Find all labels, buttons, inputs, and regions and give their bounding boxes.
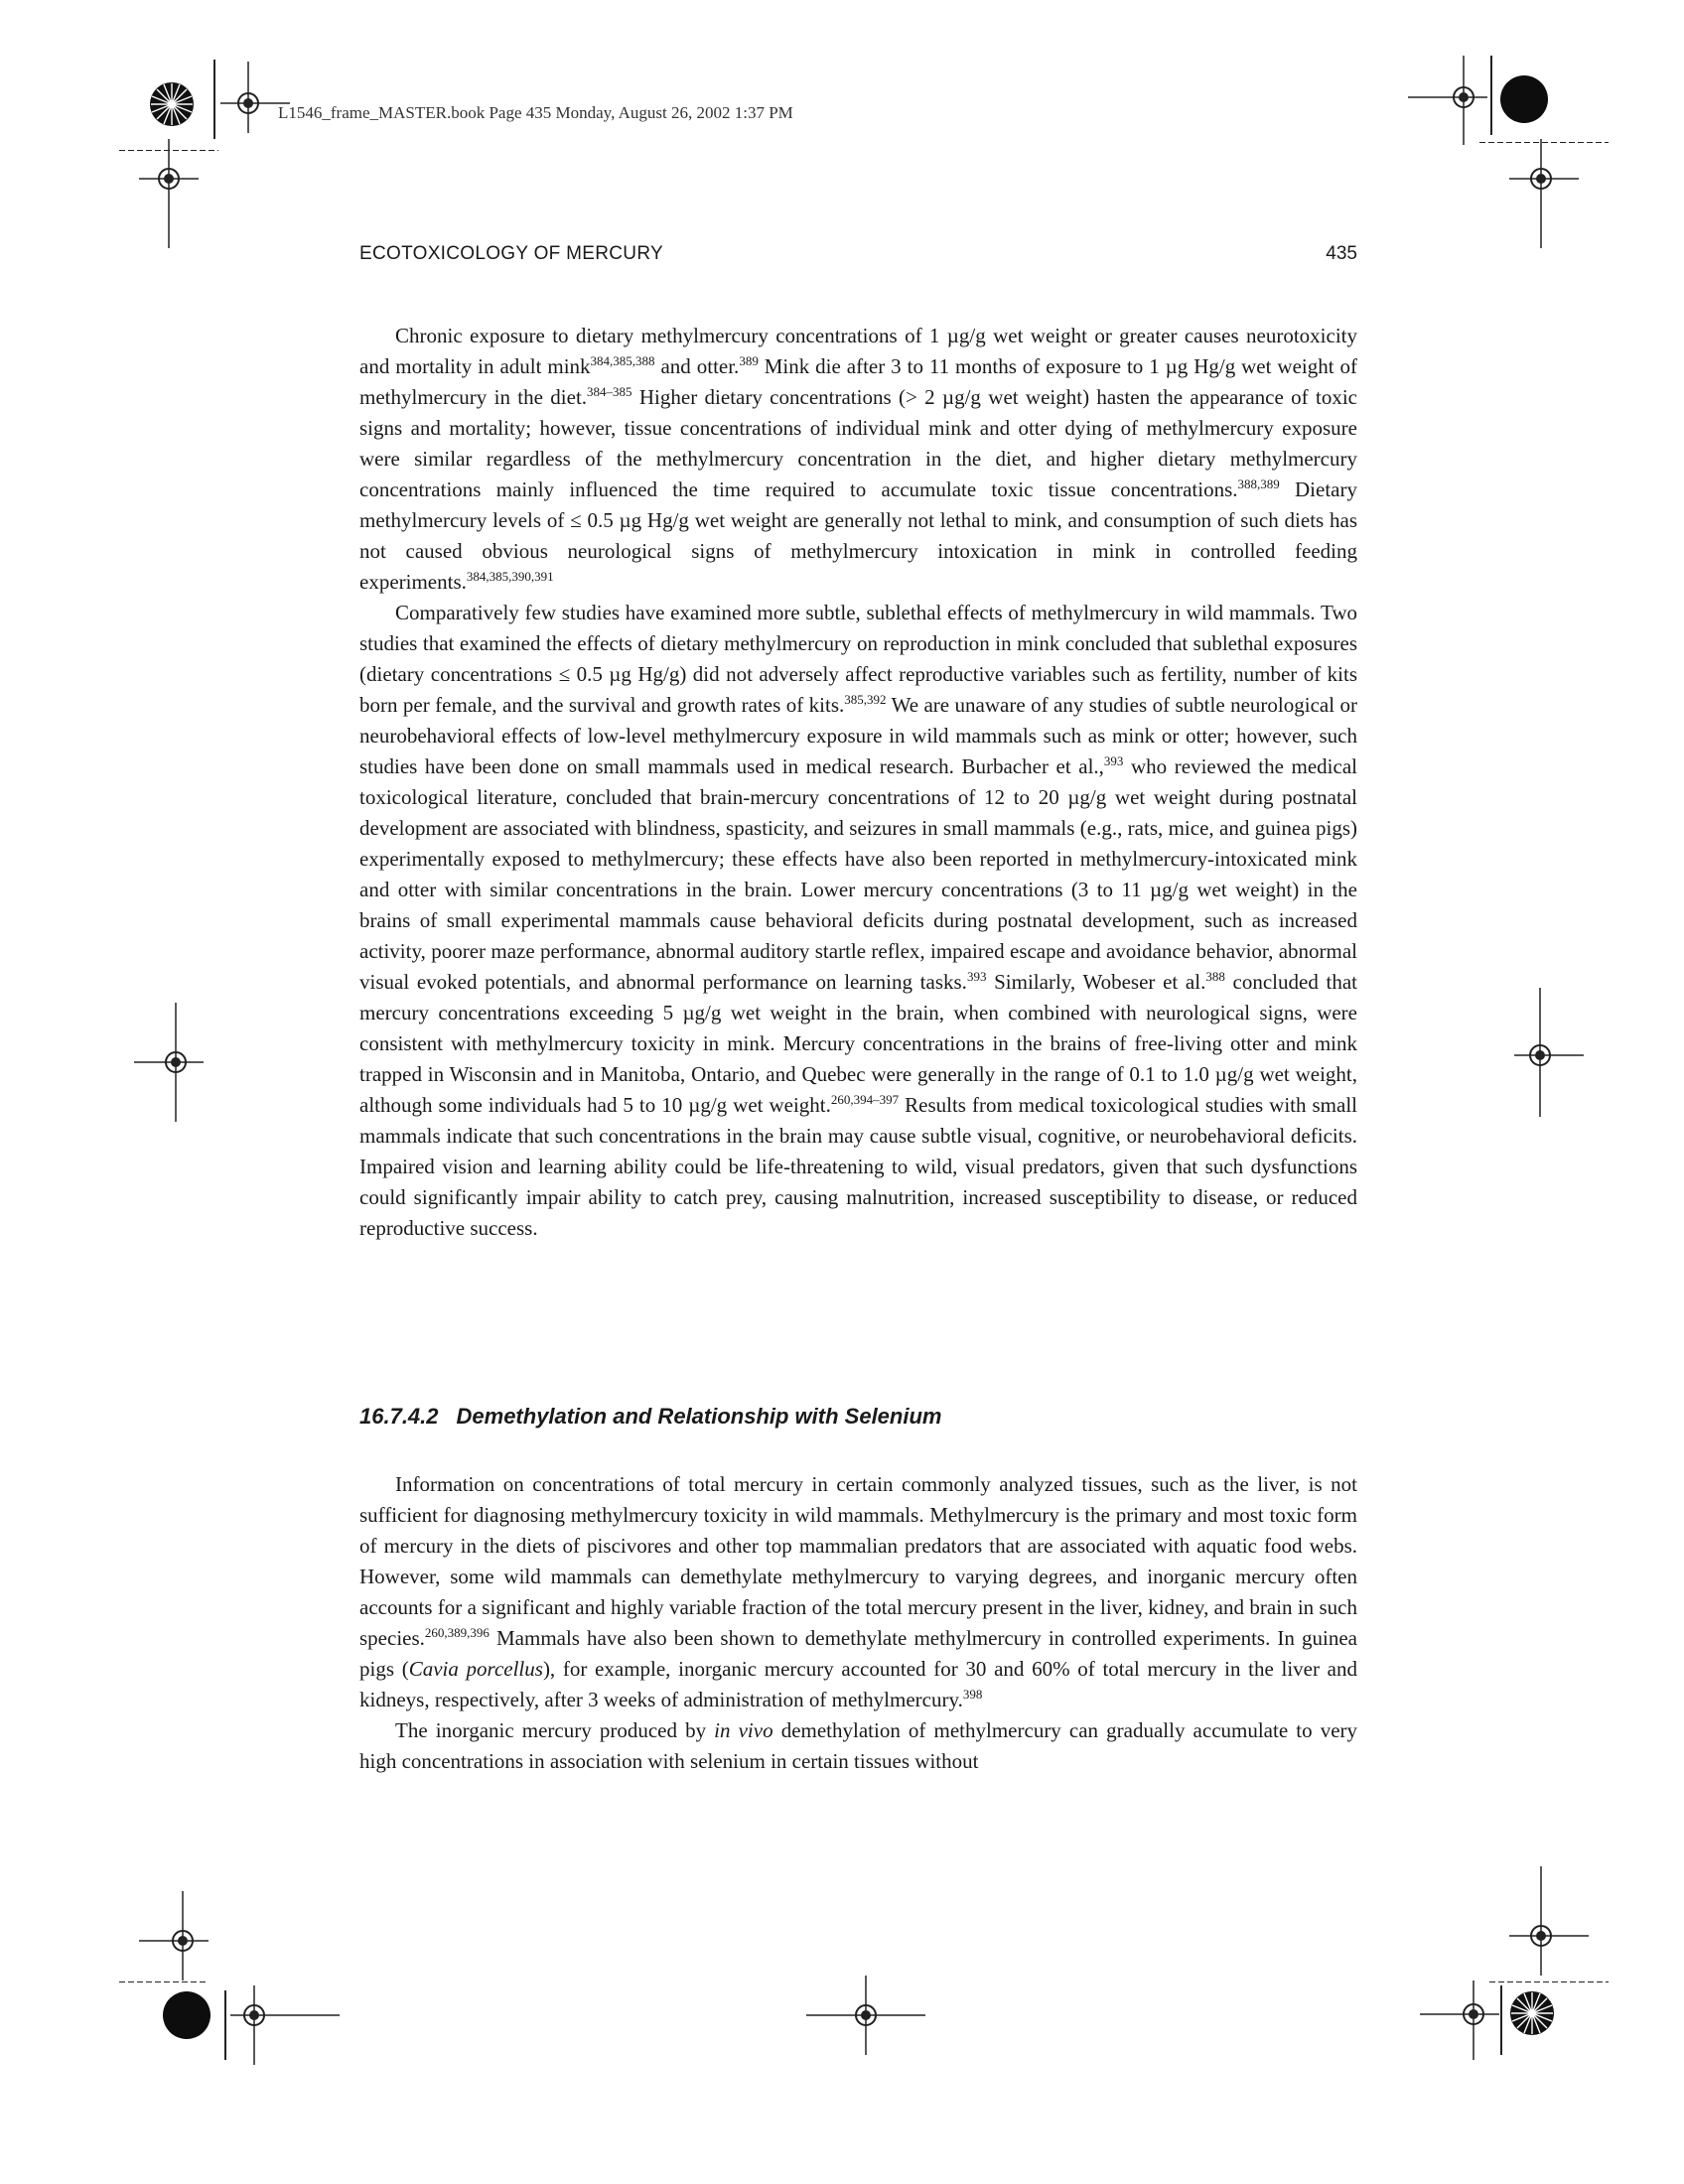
running-title: ECOTOXICOLOGY OF MERCURY	[359, 243, 663, 264]
citation-ref: 393	[966, 969, 987, 984]
registration-crosshair-icon	[806, 1976, 925, 2055]
registration-crosshair-icon	[230, 1985, 340, 2065]
text-run: who reviewed the medical toxicological literature, concluded that brain-mercury concentrations of 12 to 20 µg/g wet weight during postnatal development are associated with blindness, spasticity, and seizures in small mammals (e.g., rats, mice, and guinea pigs) experimentally exposed to methylmercury; these effects have also been reported in methylmercury-intoxicated mink and otter with similar concentrations in the brain. Lower mercury concentrations (3 to 11 µg/g wet weight) in the brains of small experimental mammals cause behavioral deficits during postnatal development, such as increased activity, poorer maze performance, abnormal auditory startle reflex, impaired escape and avoidance behavior, abnormal visual evoked potentials, and abnormal performance on learning tasks.	[359, 754, 1357, 994]
crop-line-icon	[1499, 1985, 1503, 2055]
paragraph	[359, 1469, 1357, 1715]
registration-starburst-icon	[149, 81, 195, 127]
section-title: Demethylation and Relationship with Selenium	[456, 1404, 942, 1429]
text-run: Similarly, Wobeser et al.	[986, 970, 1206, 994]
text-run: Information on concentrations of total mercury in certain commonly analyzed tissues, such as the liver, is not sufficient for diagnosing methylmercury toxicity in wild mammals. Methylmercury is the primary and most toxic form of mercury in the diets of piscivores and other top mammalian predators that are associated with aquatic food webs. However, some wild mammals can demethylate methylmercury to varying degrees, and inorganic mercury often accounts for a significant and highly variable fraction of the total mercury present in the liver, kidney, and brain in such species.	[359, 1472, 1357, 1650]
running-head	[359, 243, 1357, 273]
text-run: Higher dietary concentrations (> 2 µg/g wet weight) hasten the appearance of toxic signs and mortality; however, tissue concentrations of individual mink and otter dying of methylmercury exposure were similar regardless of the methylmercury concentration in the diet, and higher dietary methylmercury concentrations mainly influenced the time required to accumulate toxic tissue concentrations.	[359, 385, 1357, 501]
text-run: Comparatively few studies have examined more subtle, sublethal effects of methylmercury in wild mammals. Two studies that examined the effects of dietary methylmercury on reproduction in mink concluded that sublethal exposures (dietary concentrations ≤ 0.5 µg Hg/g) did not adversely affect reproductive variables such as fertility, number of kits born per female, and the survival and growth rates of kits.	[359, 601, 1357, 717]
text-run: and otter.	[654, 354, 740, 378]
body-text-block	[359, 321, 1357, 1244]
registration-dot-icon	[162, 1990, 211, 2040]
text-run: ), for example, inorganic mercury accounted for 30 and 60% of total mercury in the liver and kidneys, respectively, after 3 weeks of administration of methylmercury.	[359, 1657, 1357, 1711]
registration-crosshair-icon	[220, 62, 290, 133]
paragraph	[359, 1715, 1357, 1777]
crop-line-icon	[223, 1990, 227, 2060]
crop-dash-icon	[119, 1980, 209, 1983]
registration-crosshair-icon	[1509, 1866, 1589, 1976]
registration-crosshair-icon	[1408, 56, 1487, 145]
registration-starburst-icon	[1509, 1990, 1555, 2036]
citation-ref: 260,389,396	[424, 1625, 490, 1640]
registration-crosshair-icon	[1514, 988, 1584, 1117]
citation-ref: 385,392	[844, 692, 887, 707]
text-run: Mammals have also been shown to demethylate methylmercury in controlled experiments. In guinea pigs (	[359, 1626, 1357, 1681]
text-run: The inorganic mercury produced by	[395, 1718, 715, 1742]
citation-ref: 393	[1103, 753, 1124, 768]
crop-line-icon	[212, 60, 216, 139]
page-number: 435	[1326, 243, 1357, 264]
species-name: Cavia porcellus	[408, 1657, 543, 1681]
section-number: 16.7.4.2	[359, 1404, 439, 1429]
section-heading	[359, 1404, 1357, 1430]
paragraph	[359, 321, 1357, 598]
citation-ref: 260,394–397	[830, 1092, 900, 1107]
text-run: Dietary methylmercury levels of ≤ 0.5 µg Hg/g wet weight are generally not lethal to mink, and consumption of such diets has not caused obvious neurological signs of methylmercury intoxication in mink in controlled feeding experiments.	[359, 478, 1357, 594]
crop-line-icon	[1489, 56, 1493, 135]
text-run: concluded that mercury concentrations exceeding 5 µg/g wet weight in the brain, when combined with neurological signs, were consistent with methylmercury toxicity in mink. Mercury concentrations in the brains of free-living otter and mink trapped in Wisconsin and in Manitoba, Ontario, and Quebec were generally in the range of 0.1 to 1.0 µg/g wet weight, although some individuals had 5 to 10 µg/g wet weight.	[359, 970, 1357, 1117]
registration-crosshair-icon	[1420, 1980, 1499, 2060]
crop-dash-icon	[1489, 1980, 1609, 1983]
citation-ref: 384–385	[587, 384, 632, 399]
text-run: demethylation of methylmercury can gradually accumulate to very high concentrations in association with selenium in certain tissues without	[359, 1718, 1358, 1773]
registration-crosshair-icon	[134, 1003, 204, 1122]
registration-crosshair-icon	[139, 139, 199, 248]
text-run: Chronic exposure to dietary methylmercury concentrations of 1 µg/g wet weight or greater causes neurotoxicity and mortality in adult mink	[359, 324, 1357, 378]
body-text-block	[359, 1469, 1357, 1777]
citation-ref: 384,385,390,391	[466, 569, 554, 584]
paragraph	[359, 598, 1357, 1244]
text-run: Mink die after 3 to 11 months of exposure to 1 µg Hg/g wet weight of methylmercury in the diet.	[359, 354, 1357, 409]
text-run: We are unaware of any studies of subtle neurological or neurobehavioral effects of low-level methylmercury exposure in wild mammals such as mink or otter; however, such studies have been done on small mammals used in medical research. Burbacher et al.,	[359, 693, 1358, 778]
printer-slug: L1546_frame_MASTER.book Page 435 Monday, August 26, 2002 1:37 PM	[278, 103, 793, 122]
registration-crosshair-icon	[139, 1891, 209, 1980]
registration-crosshair-icon	[1509, 139, 1579, 248]
crop-dash-icon	[119, 149, 218, 152]
citation-ref: 398	[962, 1687, 983, 1702]
registration-dot-icon	[1499, 74, 1549, 124]
citation-ref: 388,389	[1237, 477, 1280, 491]
text-run: Results from medical toxicological studies with small mammals indicate that such concentrations in the brain may cause subtle visual, cognitive, or neurobehavioral deficits. Impaired vision and learning ability could be life-threatening to wild, visual predators, given that such dysfunctions could significantly impair ability to catch prey, causing malnutrition, increased susceptibility to disease, or reduced reproductive success.	[359, 1093, 1358, 1240]
citation-ref: 388	[1205, 969, 1225, 984]
citation-ref: 389	[739, 353, 759, 368]
citation-ref: 384,385,388	[590, 353, 655, 368]
italic-term: in vivo	[714, 1718, 773, 1742]
